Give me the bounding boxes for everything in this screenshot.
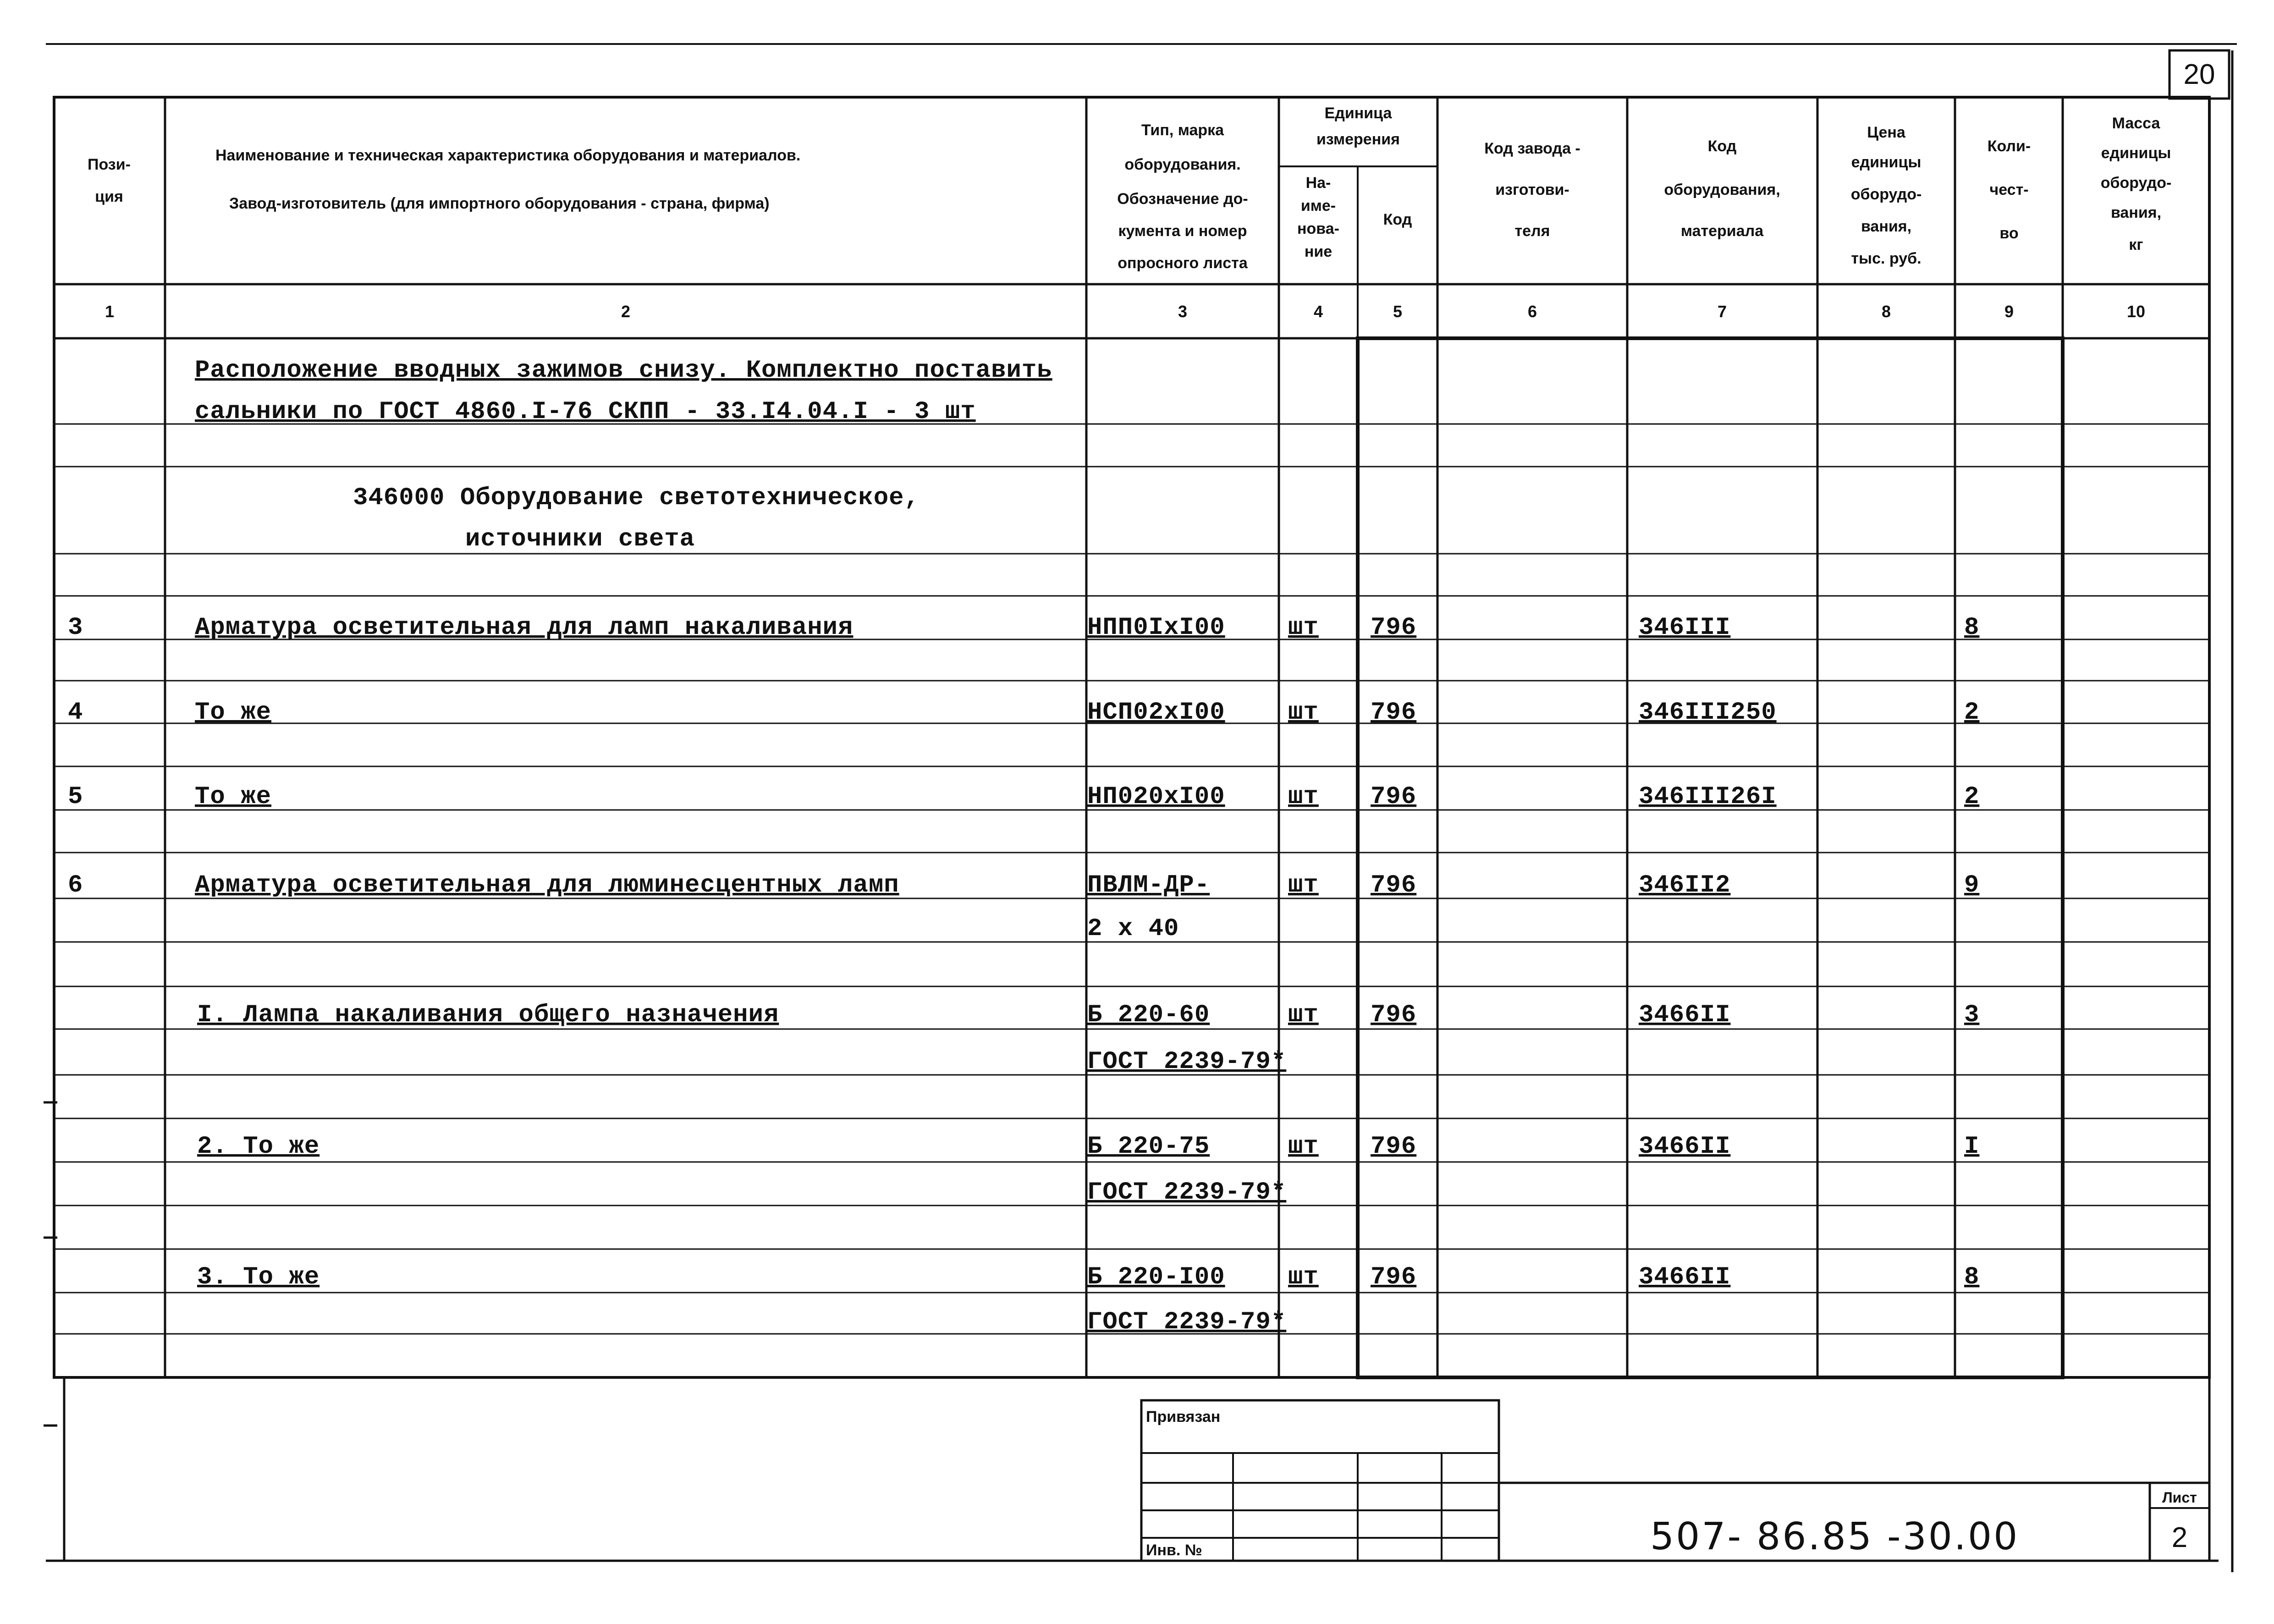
cell-unit-code: 796 <box>1371 1263 1417 1291</box>
section-line2: источники света <box>465 525 695 553</box>
cell-equip-code: 346III250 <box>1639 699 1777 727</box>
colnum-7: 7 <box>1717 302 1727 321</box>
note-line2: сальники по ГОСТ 4860.I-76 СКПП - 33.I4.04.I - 3 шт <box>195 398 976 426</box>
cell-qty: 3 <box>1964 1001 1980 1029</box>
table-row <box>68 614 1979 642</box>
cell-qty: 8 <box>1964 1263 1980 1291</box>
sheet-number: 2 <box>2171 1522 2188 1553</box>
cell-qty: 2 <box>1964 699 1980 727</box>
cell-type: НСП02xI00 <box>1087 699 1225 727</box>
header-col9-line3: во <box>1999 225 2019 242</box>
colnum-2: 2 <box>621 302 631 321</box>
cell-unit: шт <box>1288 699 1319 727</box>
cell-name: 2. То же <box>197 1133 320 1161</box>
colnum-8: 8 <box>1881 302 1891 321</box>
cell-equip-code: 346III26I <box>1639 783 1777 811</box>
cell-unit: шт <box>1288 614 1319 642</box>
cell-unit-code: 796 <box>1371 871 1417 899</box>
cell-type: НПП0IxI00 <box>1087 614 1225 642</box>
table-row <box>68 783 1979 811</box>
header-col7-line3: материала <box>1680 222 1764 240</box>
header-col8-line1: Цена <box>1867 124 1905 141</box>
colnum-5: 5 <box>1393 302 1403 321</box>
cell-name: Арматура осветительная для ламп накаливания <box>195 614 853 642</box>
cell-equip-code: 3466II <box>1639 1263 1731 1291</box>
header-col10-line4: вания, <box>2110 204 2162 221</box>
header-col1-line1: Пози- <box>88 156 131 173</box>
cell-type-line2: ГОСТ 2239-79* <box>1087 1178 1287 1206</box>
header-col8-line4: вания, <box>1861 218 1912 235</box>
cell-name: Арматура осветительная для люминесцентных ламп <box>195 871 899 899</box>
header-unit-line2: измерения <box>1316 131 1400 148</box>
table-row <box>68 871 1979 943</box>
table-header <box>88 105 2171 272</box>
cell-pos: 6 <box>68 871 83 899</box>
column-numbers-row <box>105 302 2145 321</box>
table-row <box>197 1001 1979 1076</box>
colnum-9: 9 <box>2004 302 2014 321</box>
header-col2-line2: Завод-изготовитель (для импортного оборудования - страна, фирма) <box>229 195 770 212</box>
header-col8-line3: оборудо- <box>1850 186 1922 203</box>
cell-pos: 3 <box>68 614 83 642</box>
header-col5: Код <box>1383 211 1412 228</box>
header-col3-line5: опросного листа <box>1118 254 1248 272</box>
header-col9-line2: чест- <box>1989 181 2029 198</box>
sheet-label: Лист <box>2162 1489 2197 1506</box>
header-col6-line2: изготови- <box>1495 181 1569 198</box>
cell-unit: шт <box>1288 1133 1319 1161</box>
header-col3-line1: Тип, марка <box>1141 121 1224 139</box>
cell-name: То же <box>195 783 272 811</box>
table-row <box>197 1263 1979 1336</box>
cell-unit: шт <box>1288 871 1319 899</box>
header-col7-line2: оборудования, <box>1664 181 1780 198</box>
cell-qty: I <box>1964 1133 1980 1161</box>
cell-type-line2: ГОСТ 2239-79* <box>1087 1308 1287 1336</box>
stamp-inv-label: Инв. № <box>1146 1541 1202 1559</box>
header-unit-line1: Единица <box>1324 105 1392 122</box>
cell-name: То же <box>195 699 272 727</box>
cell-type: ПВЛМ-ДР- <box>1087 871 1210 899</box>
cell-equip-code: 3466II <box>1639 1133 1731 1161</box>
cell-name: I. Лампа накаливания общего назначения <box>197 1001 779 1029</box>
header-col10-line2: единицы <box>2101 144 2171 162</box>
header-col9-line1: Коли- <box>1987 138 2031 155</box>
cell-qty: 2 <box>1964 783 1980 811</box>
note-line1: Расположение вводных зажимов снизу. Комплектно поставить <box>195 357 1052 385</box>
cell-type-line2: 2 x 40 <box>1087 915 1179 943</box>
cell-unit-code: 796 <box>1371 614 1417 642</box>
cell-qty: 9 <box>1964 871 1980 899</box>
header-col10-line5: кг <box>2129 236 2143 253</box>
cell-type: Б 220-60 <box>1087 1001 1210 1029</box>
header-col4-line3: нова- <box>1297 220 1339 237</box>
cell-equip-code: 346II2 <box>1639 871 1731 899</box>
cell-unit: шт <box>1288 783 1319 811</box>
header-col10-line3: оборудо- <box>2100 174 2172 192</box>
cell-type: Б 220-I00 <box>1087 1263 1225 1291</box>
colnum-3: 3 <box>1178 302 1188 321</box>
cell-unit-code: 796 <box>1371 1001 1417 1029</box>
table-row <box>197 1133 1979 1206</box>
section-line1: 346000 Оборудование светотехническое, <box>353 484 920 512</box>
cell-equip-code: 3466II <box>1639 1001 1731 1029</box>
cell-type: НП020xI00 <box>1087 783 1225 811</box>
cell-unit-code: 796 <box>1371 783 1417 811</box>
table-body <box>68 614 1979 1336</box>
header-col4-line1: На- <box>1305 174 1331 192</box>
cell-unit: шт <box>1288 1263 1319 1291</box>
header-col3-line4: кумента и номер <box>1118 222 1247 240</box>
colnum-10: 10 <box>2126 302 2146 321</box>
header-col6-line1: Код завода - <box>1484 140 1580 157</box>
header-col2-line1: Наименование и техническая характеристика оборудования и материалов. <box>215 147 801 164</box>
section-heading <box>353 484 920 553</box>
header-col8-line5: тыс. руб. <box>1851 250 1922 267</box>
table-row <box>68 699 1979 727</box>
header-col3-line2: оборудования. <box>1124 156 1241 173</box>
document-code: 507- 86.85 -30.00 <box>1650 1515 2020 1558</box>
cell-type-line2: ГОСТ 2239-79* <box>1087 1048 1287 1076</box>
colnum-4: 4 <box>1313 302 1323 321</box>
header-col4-line2: име- <box>1300 197 1336 215</box>
colnum-1: 1 <box>105 302 115 321</box>
header-col1-line2: ция <box>95 188 123 205</box>
header-col7-line1: Код <box>1707 138 1737 155</box>
header-col10-line1: Масса <box>2112 115 2160 132</box>
cell-unit-code: 796 <box>1371 1133 1417 1161</box>
cell-unit-code: 796 <box>1371 699 1417 727</box>
cell-qty: 8 <box>1964 614 1980 642</box>
cell-name: 3. То же <box>197 1263 320 1291</box>
cell-pos: 4 <box>68 699 83 727</box>
notes-block <box>195 357 1052 426</box>
page-number: 20 <box>2183 59 2215 90</box>
cell-pos: 5 <box>68 783 83 811</box>
stamp-bound-label: Привязан <box>1146 1408 1221 1426</box>
colnum-6: 6 <box>1527 302 1537 321</box>
header-col4-line4: ние <box>1304 243 1332 260</box>
cell-unit: шт <box>1288 1001 1319 1029</box>
cell-equip-code: 346III <box>1639 614 1731 642</box>
bold-block <box>1358 338 2063 1377</box>
header-col3-line3: Обозначение до- <box>1117 190 1248 208</box>
cell-type: Б 220-75 <box>1087 1133 1210 1161</box>
header-col8-line2: единицы <box>1851 154 1922 171</box>
header-col6-line3: теля <box>1514 222 1550 240</box>
